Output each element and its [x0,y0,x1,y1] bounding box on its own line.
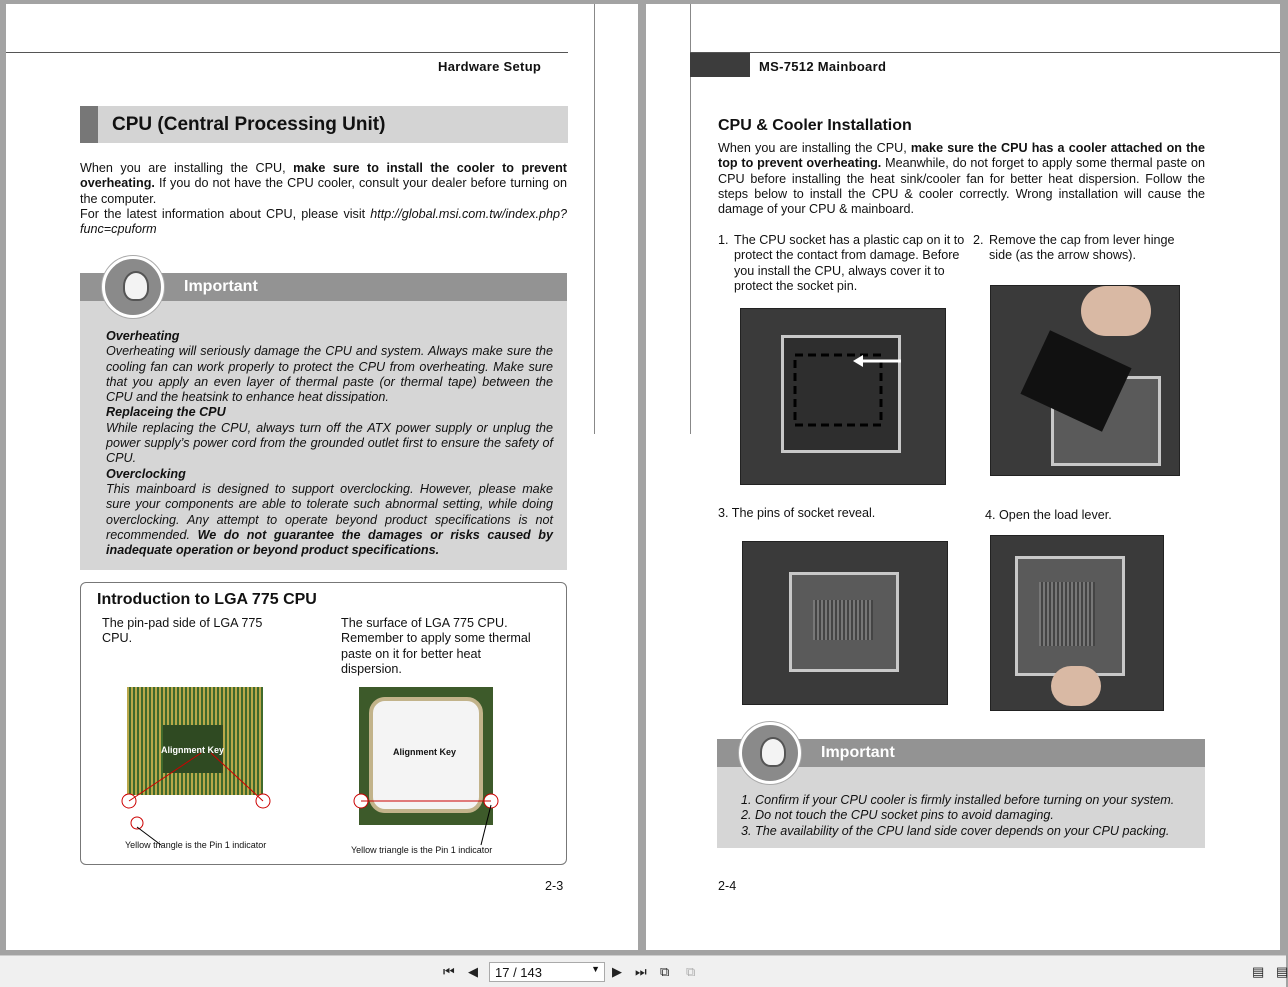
pin1-note: Yellow triangle is the Pin 1 indicator [125,840,267,850]
lga775-intro-box [80,582,567,865]
open-lever-photo [990,535,1164,711]
step-2 [973,233,1195,264]
page-number: 2-4 [718,879,737,893]
previous-view-icon[interactable]: ⧉ [660,964,670,979]
pin1-note: Yellow triangle is the Pin 1 indicator [351,845,493,855]
next-page-icon[interactable]: ▶ [612,964,622,979]
important-item: 2. Do not touch the CPU socket pins to avoid damaging. [741,808,1054,823]
step-number: 2. [973,233,984,247]
intro-bold: make sure to install the cooler to prevent overheating. [80,161,568,191]
section-title: CPU & Cooler Installation [718,117,912,134]
step-text: The CPU socket has a plastic cap on it to protect the contact from damage. Before you install the CPU, always cover it to protect the socket pin. [734,233,965,293]
intro-text: When you are installing the CPU, [80,161,294,175]
page-number-field[interactable] [489,962,605,982]
header-rule [690,52,1280,53]
step-text: Remove the cap from lever hinge side (as the arrow shows). [989,233,1175,263]
intro-paragraph [80,161,567,237]
header-rule [6,52,568,53]
important-title: Important [717,739,1205,767]
continuous-view-icon[interactable]: ▤ [1276,964,1288,979]
alignment-key-label: Alignment Key [393,747,457,757]
intro-text: Meanwhile, do not forget to apply some thermal paste on CPU before installing the heat sink/cooler fan for better heat dispersion. Follow the steps below to install the CPU & cooler correctly. Wrong installation will cause the damage of your CPU & mainboard. [718,156,1205,217]
important-body [80,301,567,570]
trim-line [594,4,595,434]
page-header: MS-7512 Mainboard [759,59,887,74]
important-heading: Overclocking [106,466,186,481]
lightbulb-icon [102,256,164,318]
chevron-down-icon[interactable]: ▼ [591,964,600,974]
intro-bold: make sure the CPU has a cooler attached on the top to prevent overheating. [718,141,1205,171]
important-body [717,767,1205,848]
step-number: 1. [718,233,729,247]
section-title: CPU (Central Processing Unit) [80,106,568,143]
single-page-view-icon[interactable]: ▤ [1252,964,1265,979]
next-view-icon[interactable]: ⧉ [686,964,696,979]
step-1 [718,233,968,294]
step-text: The pins of socket reveal. [731,506,876,520]
important-item: 1. Confirm if your CPU cooler is firmly installed before turning on your system. [741,793,1175,807]
right-page [646,4,1280,950]
page-field-value: 17 / 143 [495,965,542,980]
step-4 [985,508,1112,523]
step-3 [718,506,875,521]
page-header: Hardware Setup [438,59,542,74]
alignment-key-label: Alignment Key [161,745,225,755]
important-item: 3. The availability of the CPU land side cover depends on your CPU packing. [741,823,1170,838]
socket-pins-photo [742,541,948,705]
last-page-icon[interactable]: ⏭ [635,964,647,979]
lightbulb-icon [739,722,801,784]
step-number: 4. [985,508,996,522]
left-page [6,4,638,950]
cpu-info-link[interactable]: http://global.msi.com.tw/index.php?func=cpuform [80,206,567,237]
page-number: 2-3 [545,879,564,893]
header-tab [690,53,750,77]
important-text: Overheating will seriously damage the CPU and system. Always make sure the cooling fan can work properly to protect the CPU from overheating. Make sure that you apply an even layer of thermal paste (or thermal tape) between the CPU and the heatsink to enhance heat dissipation. [106,344,553,405]
intro-text: If you do not have the CPU cooler, consult your dealer before turning on the computer. [80,176,567,206]
important-bold: We do not guarantee the damages or risks caused by inadequate operation or beyond product specifications. [106,527,553,558]
important-title: Important [80,273,567,301]
important-text: This mainboard is designed to support overclocking. However, please make sure your components are able to tolerate such abnormal setting, while doing overclocking. Any attempt to operate beyond product specifications is not recommended. [106,481,553,542]
intro-paragraph [718,141,1205,217]
important-heading: Overheating [106,329,180,343]
previous-page-icon[interactable]: ◀ [468,964,478,979]
step-text: Open the load lever. [999,508,1112,522]
socket-cap-photo [740,308,946,485]
latest-info: For the latest information about CPU, please visit [80,206,371,221]
surface-caption: The surface of LGA 775 CPU. Remember to apply some thermal paste on it for better heat dispersion. [341,616,531,676]
important-heading: Replaceing the CPU [106,405,226,420]
important-box [80,273,567,570]
first-page-icon[interactable]: ⏮ [443,964,455,979]
pdf-toolbar [0,955,1286,987]
intro-text: When you are installing the CPU, [718,141,911,155]
pin1-indicator-lines [81,583,568,866]
important-box [717,739,1205,848]
box-title: Introduction to LGA 775 CPU [97,591,317,608]
remove-cap-photo [990,285,1180,476]
important-text: While replacing the CPU, always turn off the ATX power supply or unplug the power supply’s power cord from the grounded outlet first to ensure the safety of CPU. [106,420,553,466]
step-number: 3. [718,506,729,520]
pin-pad-caption: The pin-pad side of LGA 775 CPU. [102,616,263,646]
